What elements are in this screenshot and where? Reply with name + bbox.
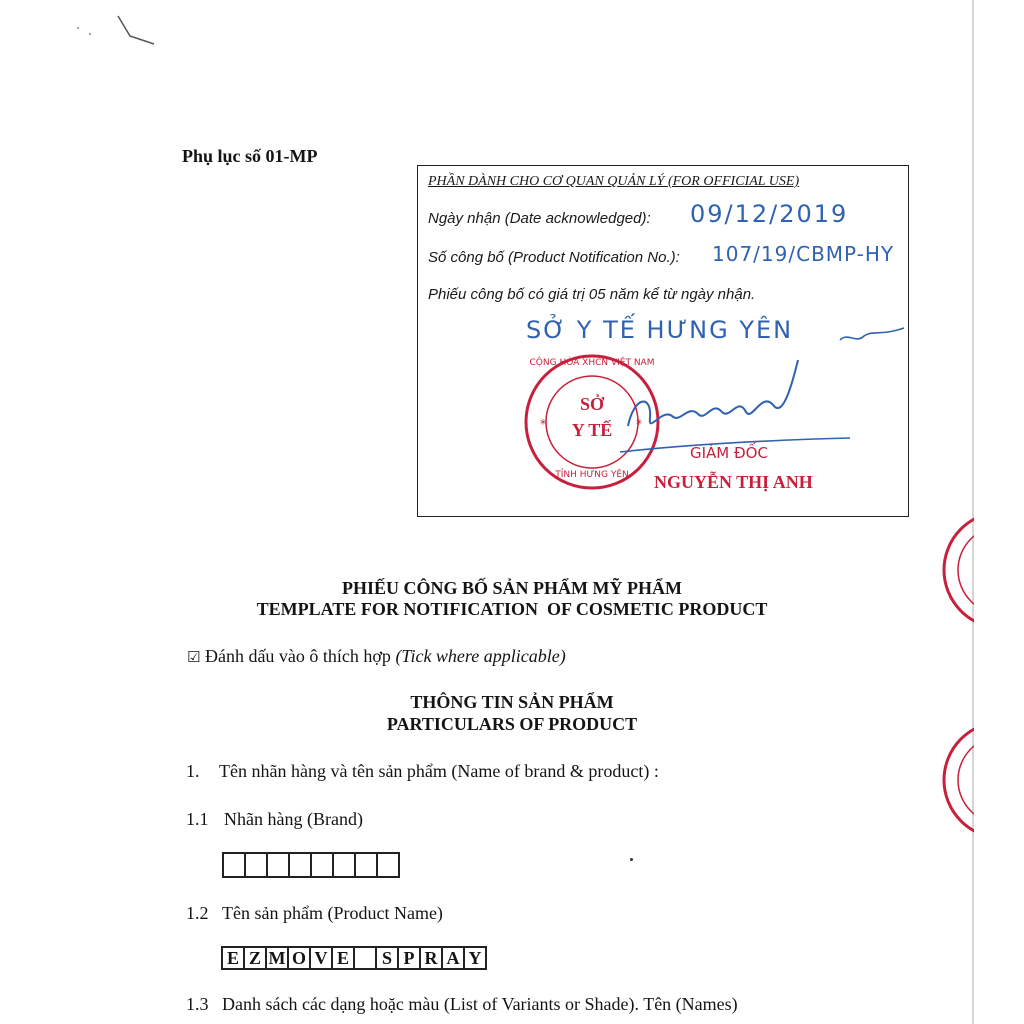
item-1-text: Tên nhãn hàng và tên sản phẩm (Name of brand & product) :: [219, 761, 659, 781]
item-1-2-text: Tên sản phẩm (Product Name): [222, 903, 443, 923]
item-1-1-text: Nhãn hàng (Brand): [224, 809, 363, 829]
annex-label: Phụ lục số 01-MP: [182, 146, 318, 166]
brand-box: [334, 852, 356, 878]
brand-boxes: [222, 852, 400, 878]
brand-box: [224, 852, 246, 878]
date-value: 09/12/2019: [690, 200, 849, 228]
tick-note: [187, 646, 566, 667]
item-1-3-text: Danh sách các dạng hoặc màu (List of Variants or Shade). Tên (Names): [222, 994, 738, 1014]
form-title-en: TEMPLATE FOR NOTIFICATION OF COSMETIC PRODUCT: [256, 599, 768, 619]
product-name-char-box: S: [377, 946, 399, 970]
seal-center-line2: Y TẾ: [571, 420, 613, 440]
product-name-char-box: E: [223, 946, 245, 970]
product-name-char-box: A: [443, 946, 465, 970]
authority-handwritten: SỞ Y TẾ HƯNG YÊN: [526, 316, 794, 344]
product-name-char-box: P: [399, 946, 421, 970]
brand-box: [356, 852, 378, 878]
seal-ring-top-text: CỘNG HÒA XHCN VIỆT NAM: [529, 358, 655, 368]
signer-name: NGUYỄN THỊ ANH: [654, 472, 813, 492]
brand-box: [312, 852, 334, 878]
tick-note-text: Đánh dấu vào ô thích hợp: [204, 646, 391, 666]
brand-box: [246, 852, 268, 878]
item-1-2-number: 1.2: [186, 903, 209, 923]
product-name-char-box: V: [311, 946, 333, 970]
checkbox-checked-icon: ☑: [187, 648, 201, 666]
notification-number-label: Số công bố (Product Notification No.):: [428, 249, 680, 266]
date-label: Ngày nhận (Date acknowledged):: [428, 210, 651, 227]
section-title-vi: THÔNG TIN SẢN PHẨM: [410, 692, 614, 712]
product-name-char-box: Y: [465, 946, 487, 970]
svg-text:*: *: [540, 417, 546, 431]
product-name-char-box: O: [289, 946, 311, 970]
product-name-char-box: Z: [245, 946, 267, 970]
product-name-char-box: M: [267, 946, 289, 970]
signer-title: GIÁM ĐỐC: [690, 444, 768, 462]
official-use-box: [417, 165, 909, 517]
seal-center-line1: SỞ: [579, 394, 604, 414]
brand-box: [268, 852, 290, 878]
official-use-header: PHẦN DÀNH CHO CƠ QUAN QUẢN LÝ (FOR OFFICIAL USE): [428, 174, 800, 189]
brand-box: [378, 852, 400, 878]
scan-dot: [630, 858, 633, 861]
item-1-number: 1.: [186, 761, 200, 781]
handwritten-flourish: [838, 322, 908, 348]
signature-icon: [614, 356, 854, 456]
scan-mark: [70, 12, 160, 52]
validity-note: Phiếu công bố có giá trị 05 năm kể từ ngày nhận.: [428, 286, 756, 303]
product-name-char-box: E: [333, 946, 355, 970]
edge-seal-marks: [940, 490, 974, 870]
tick-note-english: (Tick where applicable): [395, 646, 566, 666]
item-1-1-number: 1.1: [186, 809, 209, 829]
form-title-vi: PHIẾU CÔNG BỐ SẢN PHẨM MỸ PHẨM: [342, 578, 682, 598]
product-name-boxes: [221, 946, 487, 970]
product-name-char-box: [355, 946, 377, 970]
item-1-3-number: 1.3: [186, 994, 209, 1014]
svg-text:*: *: [636, 417, 642, 431]
section-title-en: PARTICULARS OF PRODUCT: [386, 714, 638, 734]
brand-box: [290, 852, 312, 878]
notification-number-value: 107/19/CBMP-HY: [712, 242, 895, 266]
product-name-char-box: R: [421, 946, 443, 970]
seal-ring-bottom-text: TỈNH HƯNG YÊN: [555, 470, 629, 480]
